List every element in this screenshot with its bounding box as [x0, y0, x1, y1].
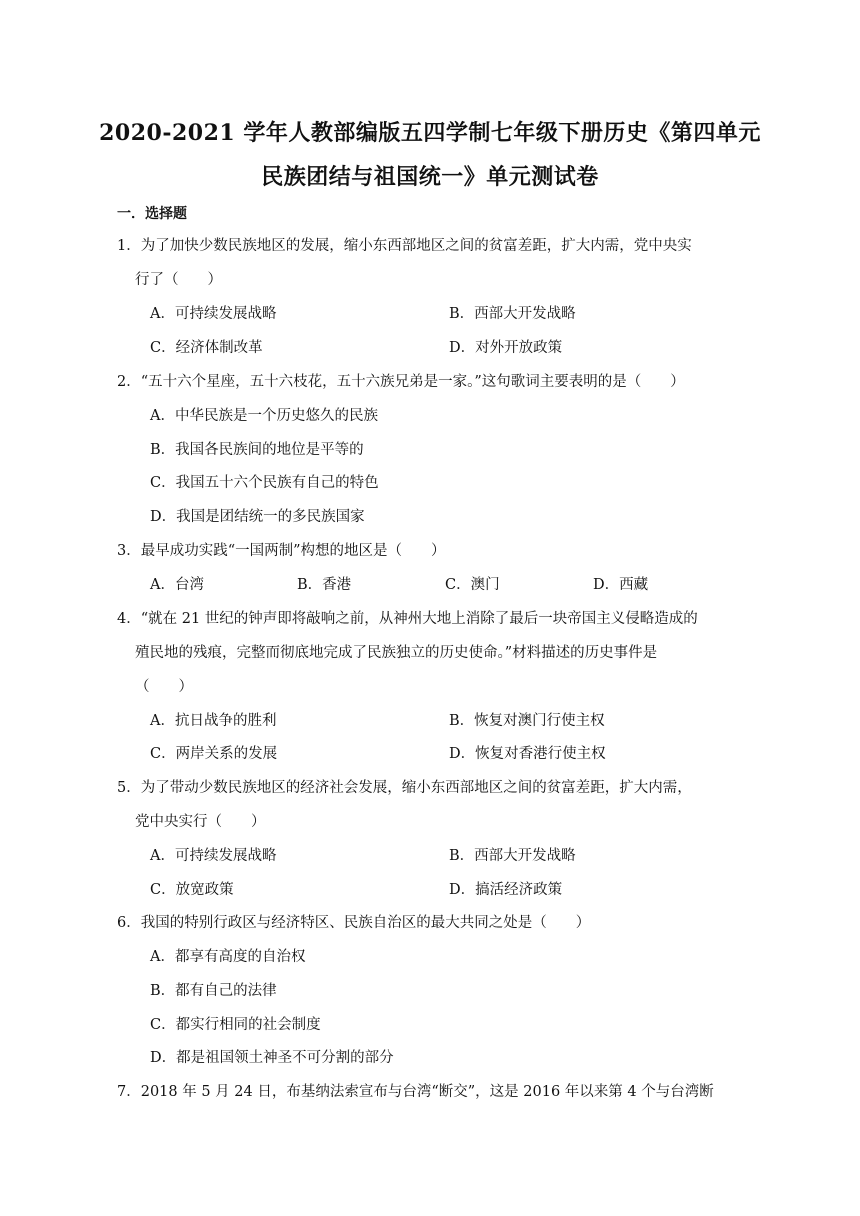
question-2-option-b: B．我国各民族间的地位是平等的 — [150, 442, 364, 458]
question-4-option-d: D．恢复对香港行使主权 — [449, 746, 606, 762]
document-title-line-2: 民族团结与祖国统一》单元测试卷 — [261, 164, 599, 190]
question-3-text-line-1: 3．最早成功实践“一国两制”构想的地区是（ ） — [117, 543, 446, 559]
question-1-option-c: C．经济体制改革 — [150, 340, 263, 356]
document-title-line-1: 2020-2021 学年人教部编版五四学制七年级下册历史《第四单元 — [99, 120, 761, 146]
question-1-text-line-2: 行了（ ） — [135, 272, 222, 288]
question-6-option-d: D．都是祖国领土神圣不可分割的部分 — [150, 1050, 394, 1066]
question-2-option-d: D．我国是团结统一的多民族国家 — [150, 509, 365, 525]
question-6-option-c: C．都实行相同的社会制度 — [150, 1017, 321, 1033]
question-2-text-line-1: 2．“五十六个星座，五十六枝花，五十六族兄弟是一家。”这句歌词主要表明的是（ ） — [117, 374, 685, 390]
question-3-option-b: B．香港 — [297, 577, 352, 593]
question-4-text-line-2: 殖民地的残痕，完整而彻底地完成了民族独立的历史使命。”材料描述的历史事件是 — [135, 645, 658, 661]
question-5-option-c: C．放宽政策 — [150, 882, 234, 898]
question-2-option-a: A．中华民族是一个历史悠久的民族 — [150, 408, 378, 424]
question-7-text-line-1: 7．2018 年 5 月 24 日，布基纳法索宣布与台湾“断交”，这是 2016 年以来第 4 个与台湾断 — [117, 1084, 714, 1100]
question-5-option-d: D．搞活经济政策 — [449, 882, 563, 898]
question-4-text-line-3: （ ） — [135, 679, 193, 695]
question-4-option-a: A．抗日战争的胜利 — [150, 713, 277, 729]
question-1-option-a: A．可持续发展战略 — [150, 306, 277, 322]
question-5-option-a: A．可持续发展战略 — [150, 848, 277, 864]
question-5-text-line-1: 5．为了带动少数民族地区的经济社会发展，缩小东西部地区之间的贫富差距，扩大内需， — [117, 780, 692, 796]
question-1-text-line-1: 1．为了加快少数民族地区的发展，缩小东西部地区之间的贫富差距，扩大内需，党中央实 — [117, 238, 692, 254]
question-6-option-a: A．都享有高度的自治权 — [150, 949, 306, 965]
question-3-option-c: C．澳门 — [445, 577, 500, 593]
question-6-text-line-1: 6．我国的特别行政区与经济特区、民族自治区的最大共同之处是（ ） — [117, 915, 591, 931]
question-5-text-line-2: 党中央实行（ ） — [135, 814, 266, 830]
question-6-option-b: B．都有自己的法律 — [150, 983, 277, 999]
question-4-option-c: C．两岸关系的发展 — [150, 746, 278, 762]
question-2-option-c: C．我国五十六个民族有自己的特色 — [150, 475, 379, 491]
question-4-option-b: B．恢复对澳门行使主权 — [449, 713, 605, 729]
question-4-text-line-1: 4．“就在 21 世纪的钟声即将敲响之前，从神州大地上消除了最后一块帝国主义侵略造成的 — [117, 611, 698, 627]
question-5-option-b: B．西部大开发战略 — [449, 848, 576, 864]
question-3-option-a: A．台湾 — [150, 577, 204, 593]
question-3-option-d: D．西藏 — [593, 577, 649, 593]
question-1-option-d: D．对外开放政策 — [449, 340, 563, 356]
question-1-option-b: B．西部大开发战略 — [449, 306, 576, 322]
section-heading: 一．选择题 — [117, 206, 187, 222]
